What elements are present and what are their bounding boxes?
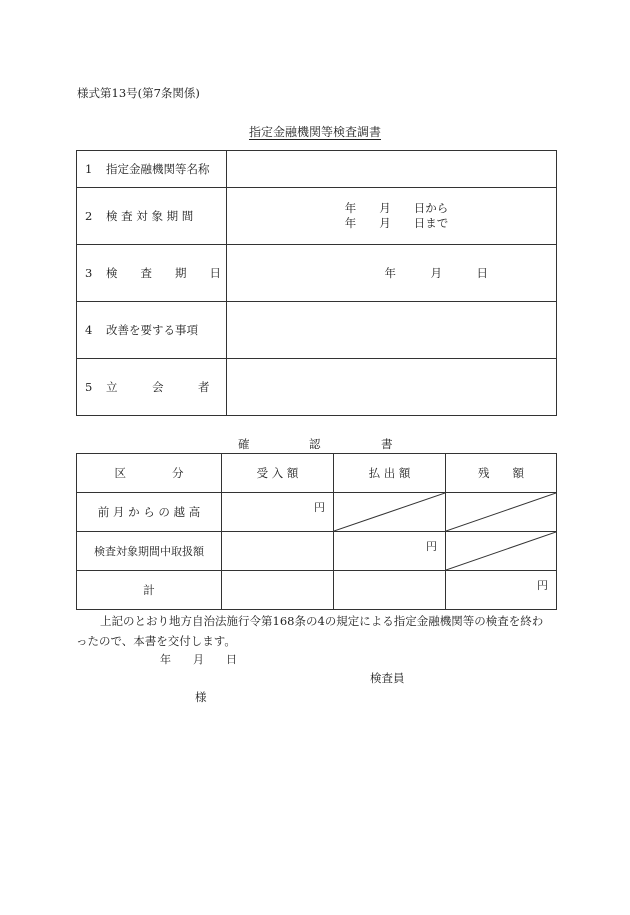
cell-total-balance <box>446 571 557 610</box>
issue-date: 年 月 日 <box>160 653 237 666</box>
label-improvements: 改善を要する事項 <box>105 323 198 337</box>
label-witness: 立 会 者 <box>105 380 210 394</box>
label-inspection-date: 検 査 期 日 <box>105 266 221 280</box>
statement-paragraph <box>76 611 557 651</box>
row-label-period-handled: 検査対象期間中取扱額 <box>77 532 222 571</box>
header-paid: 払 出 額 <box>334 454 446 493</box>
header-received: 受 入 額 <box>222 454 334 493</box>
statement-line-1: 上記のとおり地方自治法施行令第168条の4の規定による指定金融機関等の検査を終わ <box>100 614 544 628</box>
period-from: 年 月 日から <box>344 201 449 215</box>
row-label-carryover: 前 月 か ら の 越 高 <box>77 493 222 532</box>
yen-unit: 円 <box>426 540 437 553</box>
cell-carryover-received <box>222 493 334 532</box>
diagonal-slash <box>334 493 445 531</box>
row-label <box>77 151 227 188</box>
cell-period-received <box>222 532 334 571</box>
label-institution-name: 指定金融機関等名称 <box>105 162 210 176</box>
cell-total-received <box>222 571 334 610</box>
table-row-institution-name <box>77 151 557 188</box>
header-balance: 残 額 <box>446 454 557 493</box>
confirmation-header-row <box>77 454 557 493</box>
cell-carryover-balance <box>446 493 557 532</box>
cell-carryover-paid <box>334 493 446 532</box>
row-label <box>77 359 227 416</box>
table-row-improvements <box>77 302 557 359</box>
document-title-text: 指定金融機関等検査調書 <box>248 125 381 139</box>
cell-period-balance <box>446 532 557 571</box>
institution-name-value <box>227 151 557 188</box>
row-number: 4 <box>85 323 93 337</box>
row-label <box>77 188 227 245</box>
table-row-total <box>77 571 557 610</box>
form-number: 様式第13号(第7条関係) <box>77 86 200 100</box>
row-label <box>77 302 227 359</box>
inspector-label: 検査員 <box>370 671 405 685</box>
yen-unit: 円 <box>537 579 548 592</box>
table-row-inspection-period <box>77 188 557 245</box>
header-category: 区 分 <box>77 454 222 493</box>
statement-line-2: ったので、本書を交付します。 <box>76 634 236 648</box>
cell-total-paid <box>334 571 446 610</box>
label-inspection-period: 検 査 対 象 期 間 <box>105 209 194 223</box>
document-title <box>0 123 630 140</box>
table-row-inspection-date <box>77 245 557 302</box>
confirmation-table <box>76 453 557 610</box>
improvements-value <box>227 302 557 359</box>
diagonal-slash <box>446 493 556 531</box>
confirmation-title-char: 確 <box>238 437 250 451</box>
row-label <box>77 245 227 302</box>
yen-unit: 円 <box>314 501 325 514</box>
cell-period-paid <box>334 532 446 571</box>
inspection-table <box>76 150 557 416</box>
inspection-date-value: 年 月 日 <box>227 245 557 302</box>
row-number: 5 <box>85 380 93 394</box>
row-number: 2 <box>85 209 93 223</box>
row-number: 1 <box>85 162 93 176</box>
table-row-carryover <box>77 493 557 532</box>
period-to: 年 月 日まで <box>344 216 449 230</box>
row-number: 3 <box>85 266 93 280</box>
row-label-total: 計 <box>77 571 222 610</box>
recipient-honorific: 様 <box>195 690 207 704</box>
confirmation-title-char: 認 <box>309 437 321 451</box>
table-row-witness <box>77 359 557 416</box>
table-row-period-handled <box>77 532 557 571</box>
diagonal-slash <box>446 532 556 570</box>
inspection-period-value <box>227 188 557 245</box>
confirmation-title-char: 書 <box>381 437 393 451</box>
witness-value <box>227 359 557 416</box>
